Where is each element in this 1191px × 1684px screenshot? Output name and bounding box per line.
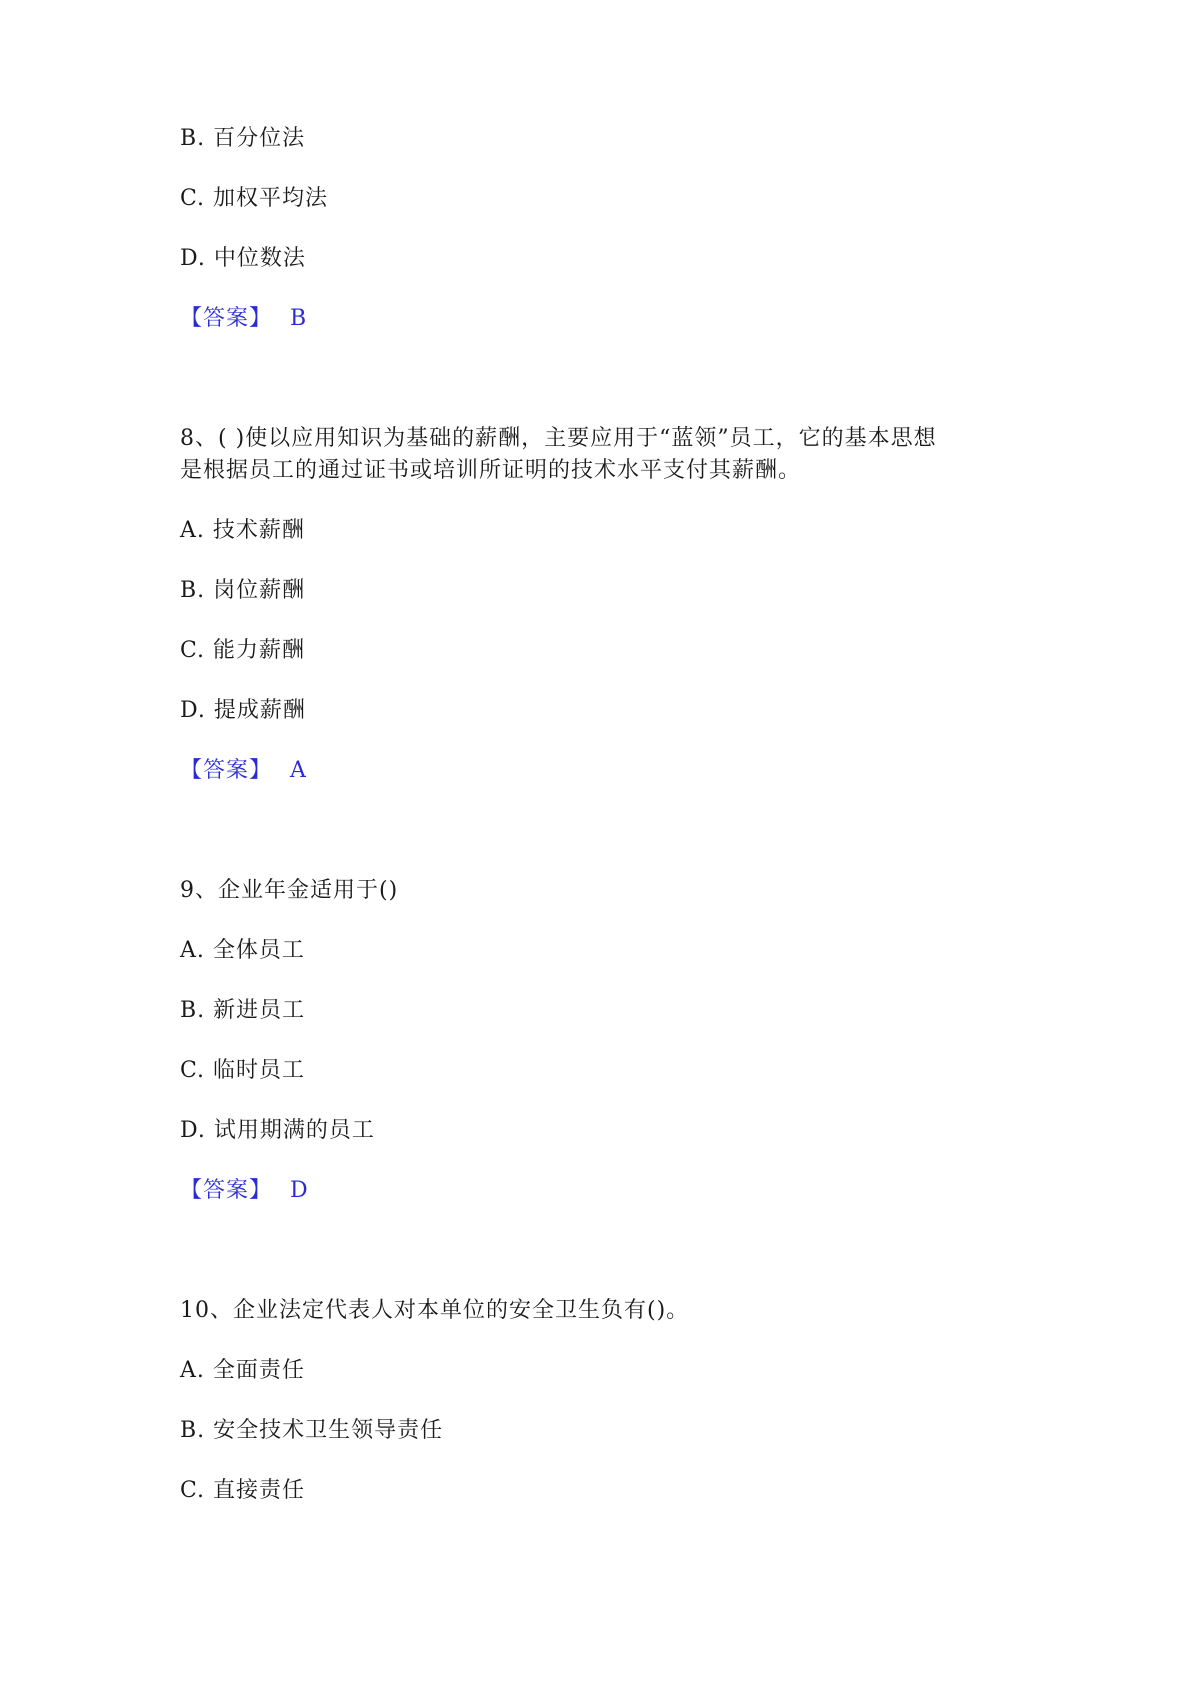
q9-stem: 9、企业年金适用于()	[180, 878, 399, 903]
q9-option-b: B. 新进员工	[180, 998, 306, 1023]
q8-option-b: B. 岗位薪酬	[180, 578, 306, 603]
q10-stem: 10、企业法定代表人对本单位的安全卫生负有()。	[180, 1298, 690, 1323]
q7-option-d: D. 中位数法	[180, 246, 306, 271]
q10-option-a: A. 全面责任	[180, 1358, 305, 1383]
q9-option-c: C. 临时员工	[180, 1058, 306, 1083]
q7-answer-label: 【答案】	[180, 306, 273, 331]
q7-answer-value: B	[290, 306, 308, 331]
q8-stem-line1: 8、( )使以应用知识为基础的薪酬，主要应用于“蓝领”员工，它的基本思想	[180, 426, 937, 451]
q10-option-b: B. 安全技术卫生领导责任	[180, 1418, 444, 1443]
q7-answer	[180, 304, 307, 334]
q8-answer-label: 【答案】	[180, 758, 273, 783]
q8-option-a: A. 技术薪酬	[180, 518, 305, 543]
q7-option-c: C. 加权平均法	[180, 186, 329, 211]
q8-option-c: C. 能力薪酬	[180, 638, 306, 663]
q8-answer	[180, 756, 307, 786]
q8-answer-value: A	[290, 758, 307, 783]
q8-stem-line2: 是根据员工的通过证书或培训所证明的技术水平支付其薪酬。	[180, 458, 802, 483]
q9-answer-value: D	[290, 1178, 309, 1203]
q7-option-b: B. 百分位法	[180, 126, 306, 151]
q9-answer-label: 【答案】	[180, 1178, 273, 1203]
q9-option-a: A. 全体员工	[180, 938, 305, 963]
q9-answer	[180, 1176, 309, 1206]
q9-option-d: D. 试用期满的员工	[180, 1118, 375, 1143]
q10-option-c: C. 直接责任	[180, 1478, 306, 1503]
q8-option-d: D. 提成薪酬	[180, 698, 306, 723]
